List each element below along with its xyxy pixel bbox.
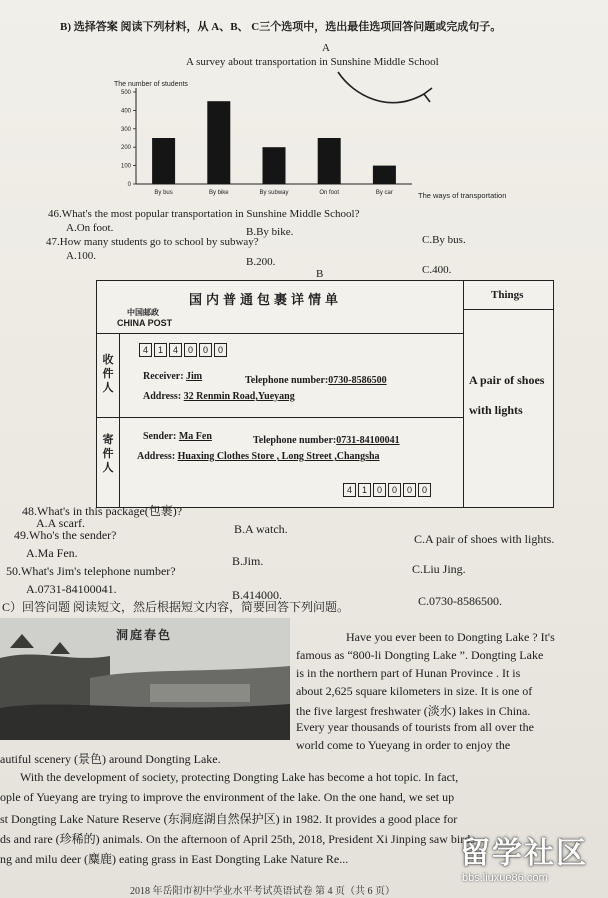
y-tick-label: 0 xyxy=(127,182,131,188)
package-form xyxy=(96,280,554,508)
y-tick-label: 200 xyxy=(120,145,131,152)
para2-line-3: st Dongting Lake Nature Reserve (东洞庭湖自然保护区) in 1982. It provides a good place for xyxy=(0,812,458,826)
bar-by-car xyxy=(373,166,396,184)
watermark xyxy=(434,820,608,898)
y-tick-label: 500 xyxy=(120,90,131,96)
q50-question: 50.What's Jim's telephone number? xyxy=(6,564,176,578)
receiver-name: Jim xyxy=(186,371,203,382)
q47-question: 47.How many students go to school by subway? xyxy=(46,236,259,248)
receiver-phone: 0730-8586500 xyxy=(328,375,387,386)
label-a: A xyxy=(322,42,330,54)
q46-option-a: A.On foot. xyxy=(66,222,114,234)
para1-line-2: famous as “800-li Dongting Lake ”. Dongting Lake xyxy=(296,648,544,662)
sender-zip: 4 1 0 0 0 0 xyxy=(343,483,431,497)
x-tick-label: On foot xyxy=(319,190,340,196)
para1-line-3: is in the northern part of Hunan Province . It is xyxy=(296,666,521,680)
label-b: B xyxy=(316,268,324,280)
sender-row: Sender: Ma Fen xyxy=(143,431,212,442)
things-header: Things xyxy=(491,289,524,301)
sender-address-row: Address: Huaxing Clothes Store , Long Street ,Changsha xyxy=(137,451,380,462)
receiver-row: Receiver: Jim xyxy=(143,371,203,382)
para1-line-1: Have you ever been to Dongting Lake ? It's xyxy=(346,630,555,644)
form-title: 国内普通包裹详情单 xyxy=(189,292,343,307)
y-axis-label: The number of students xyxy=(114,81,188,88)
q46-option-c: C.By bus. xyxy=(422,234,466,246)
para1-end: autiful scenery (景色) around Dongting Lake. xyxy=(0,752,221,766)
watermark-brand: 留学社区 xyxy=(460,836,588,871)
q49-option-b: B.Jim. xyxy=(232,554,264,568)
photo-caption: 洞庭春色 xyxy=(116,628,173,642)
x-tick-label: By car xyxy=(375,190,393,196)
bar-by-subway xyxy=(263,147,286,184)
q47-option-c: C.400. xyxy=(422,264,452,276)
post-en: CHINA POST xyxy=(117,318,173,328)
y-tick-label: 100 xyxy=(120,163,131,170)
y-tick-label: 400 xyxy=(120,108,131,115)
receiver-side-label: 收件人 xyxy=(102,354,114,394)
q50-option-c: C.0730-8586500. xyxy=(418,594,502,608)
divider xyxy=(463,281,464,507)
y-tick-label: 300 xyxy=(120,126,131,133)
q48-option-a: A.A scarf. xyxy=(36,516,85,530)
receiver-address-row: Address: 32 Renmin Road,Yueyang xyxy=(143,391,295,402)
para1-line-7: world come to Yueyang in order to enjoy the xyxy=(296,738,511,752)
para2-line-4: ds and rare (珍稀的) animals. On the afternoon of April 25th, 2018, President Xi Jinping saw birds xyxy=(0,832,475,846)
para1-line-5: the five largest freshwater (淡水) lakes in China. xyxy=(296,704,531,718)
para2-line-2: ople of Yueyang are trying to improve the environment of the lake. On the one hand, we set up xyxy=(0,790,455,804)
divider xyxy=(463,309,553,310)
x-axis-label: The ways of transportation xyxy=(418,191,507,200)
para1-line-4: about 2,625 square kilometers in size. It is one of xyxy=(296,684,533,698)
q47-option-b: B.200. xyxy=(246,256,276,268)
q48-question: 48.What's in this package(包裹)? xyxy=(22,504,183,518)
transport-bar-chart xyxy=(112,78,532,206)
bar-by-bike xyxy=(207,101,230,184)
section-c-header: C）回答问题 阅读短文，然后根据短文内容，简要回答下列问题。 xyxy=(2,600,350,614)
receiver-address: 32 Renmin Road,Yueyang xyxy=(183,391,295,402)
divider xyxy=(97,417,463,418)
divider xyxy=(119,333,120,507)
x-tick-label: By subway xyxy=(259,190,289,196)
bar-by-bus xyxy=(152,138,175,184)
x-tick-label: By bike xyxy=(208,190,229,196)
q50-option-b: B.414000. xyxy=(232,588,283,602)
sender-phone: 0731-84100041 xyxy=(336,435,400,446)
survey-title: A survey about transportation in Sunshine Middle School xyxy=(186,56,439,68)
q49-question: 49.Who's the sender? xyxy=(14,528,117,542)
post-cn: 中国邮政 xyxy=(127,308,159,317)
sender-side-label: 寄件人 xyxy=(102,434,114,474)
para1-line-6: Every year thousands of tourists from all over the xyxy=(296,720,534,734)
q47-option-a: A.100. xyxy=(66,250,96,262)
watermark-url: bbs.liuxue86.com xyxy=(462,872,548,884)
receiver-zip: 4 1 4 0 0 0 xyxy=(139,343,227,357)
q49-option-c: C.Liu Jing. xyxy=(412,562,466,576)
q49-option-a: A.Ma Fen. xyxy=(26,546,78,560)
divider xyxy=(97,333,463,334)
para2-line-5: ng and milu deer (麋鹿) eating grass in East Dongting Lake Nature Re... xyxy=(0,852,349,866)
x-tick-label: By bus xyxy=(154,190,173,196)
q48-option-b: B.A watch. xyxy=(234,522,288,536)
section-b-header: B) 选择答案 阅读下列材料，从 A、B、 C三个选项中，选出最佳选项回答问题或完成句子。 xyxy=(60,21,502,33)
bar-on-foot xyxy=(318,138,341,184)
sender-address: Huaxing Clothes Store , Long Street ,Changsha xyxy=(177,451,380,462)
q46-option-b: B.By bike. xyxy=(246,226,294,238)
para2-line-1: With the development of society, protecting Dongting Lake has become a hot topic. In fact, xyxy=(20,770,459,784)
things-value: A pair of shoes with lights xyxy=(469,373,545,417)
q46-question: 46.What's the most popular transportation in Sunshine Middle School? xyxy=(48,208,360,220)
receiver-phone-row: Telephone number:0730-8586500 xyxy=(245,375,387,386)
sender-name: Ma Fen xyxy=(178,431,212,442)
q50-option-a: A.0731-84100041. xyxy=(26,582,117,596)
q48-option-c: C.A pair of shoes with lights. xyxy=(414,532,555,546)
sender-phone-row: Telephone number:0731-84100041 xyxy=(253,435,400,446)
page-footer: 2018 年岳阳市初中学业水平考试英语试卷 第 4 页（共 6 页） xyxy=(130,886,395,897)
